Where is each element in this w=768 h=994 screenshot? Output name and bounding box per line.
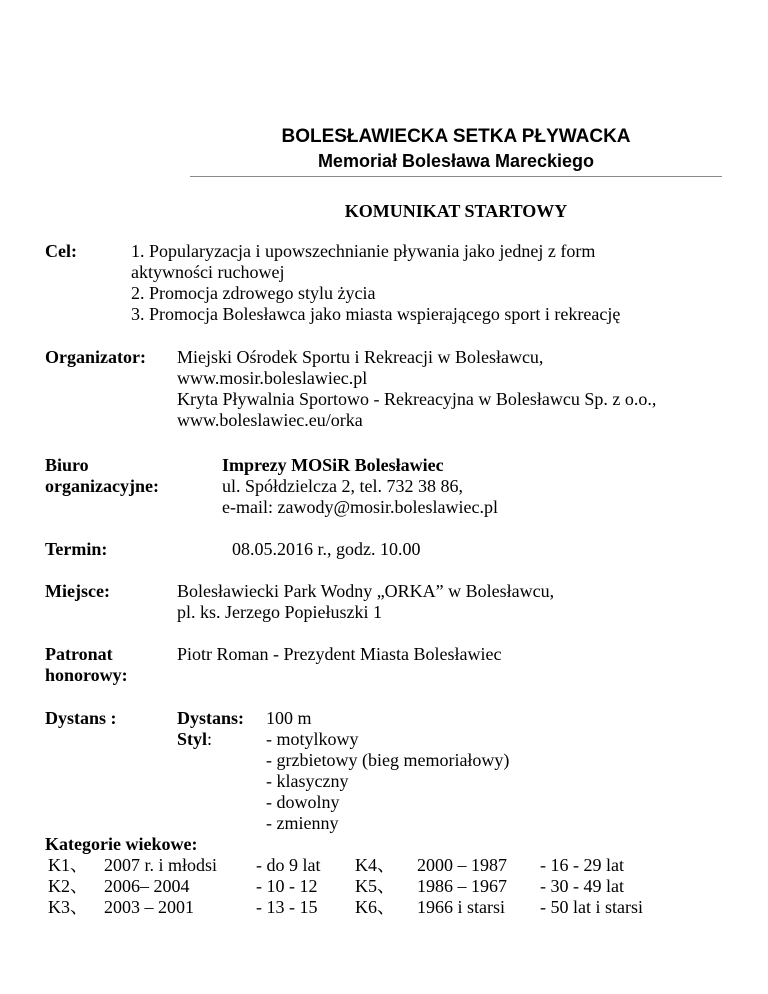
kategorie-left-years [104,855,217,918]
dystans-value: 100 m [266,708,312,728]
category-code: K6、 [355,897,395,917]
patronat-value: Piotr Roman - Prezydent Miasta Bolesławiec [177,644,502,664]
document-subtitle: Memoriał Bolesława Mareckiego [317,151,595,171]
cel-line: 2. Promocja zdrowego stylu życia [131,283,376,303]
dystans-label: Dystans : [45,708,117,728]
header-divider [190,176,722,177]
category-years: 2006– 2004 [104,876,190,896]
organizator-line: Miejski Ośrodek Sportu i Rekreacji w Bolesławcu, [177,347,544,367]
organizator-line: Kryta Pływalnia Sportowo - Rekreacyjna w Bolesławcu Sp. z o.o., [177,389,657,409]
miejsce-line: Bolesławiecki Park Wodny „ORKA” w Bolesławcu, [177,581,555,601]
category-code: K2、 [48,876,88,896]
miejsce-line: pl. ks. Jerzego Popiełuszki 1 [177,602,382,622]
kategorie-left-codes [48,855,88,918]
styl-item: - grzbietowy (bieg memoriałowy) [266,750,510,770]
category-ages: - 30 - 49 lat [540,876,624,896]
category-years: 2007 r. i młodsi [104,855,218,875]
patronat-label [45,644,128,686]
cel-line: 3. Promocja Bolesławca jako miasta wspierającego sport i rekreację [131,304,621,324]
styl-list [266,729,509,834]
styl-item: - klasyczny [266,771,349,791]
styl-label [177,729,212,750]
category-years: 2003 – 2001 [104,897,194,917]
category-ages: - do 9 lat [256,855,321,875]
patronat-label-line: Patronat [45,644,113,664]
category-ages: - 10 - 12 [256,876,318,896]
category-code: K3、 [48,897,88,917]
kategorie-right-ages [540,855,643,918]
category-ages: - 13 - 15 [256,897,318,917]
biuro-label-line: organizacyjne: [45,476,159,496]
patronat-label-line: honorowy: [45,665,128,685]
termin-value: 08.05.2016 r., godz. 10.00 [232,539,421,559]
styl-item: - motylkowy [266,729,359,749]
organizator-label: Organizator: [45,347,146,367]
termin-label: Termin: [45,539,108,559]
category-years: 2000 – 1987 [417,855,507,875]
miejsce-label: Miejsce: [45,581,110,601]
category-years: 1966 i starsi [417,897,505,917]
kategorie-right-years [417,855,507,918]
category-code: K1、 [48,855,88,875]
styl-item: - zmienny [266,813,339,833]
cel-list [131,241,620,325]
organizator-list [177,347,656,431]
dystans-sublabel: Dystans: [177,708,245,728]
biuro-name: Imprezy MOSiR Bolesławiec [222,455,444,475]
cel-label: Cel: [45,241,77,261]
kategorie-label: Kategorie wiekowe: [45,834,198,854]
organizator-line: www.mosir.boleslawiec.pl [177,368,368,388]
miejsce-info [177,581,554,623]
category-years: 1986 – 1967 [417,876,507,896]
biuro-email: e-mail: zawody@mosir.boleslawiec.pl [222,497,499,517]
category-code: K4、 [355,855,395,875]
biuro-label [45,455,159,497]
biuro-label-line: Biuro [45,455,89,475]
category-ages: - 50 lat i starsi [540,897,643,917]
organizator-line: www.boleslawiec.eu/orka [177,410,363,430]
styl-label-colon: : [207,729,213,749]
styl-item: - dowolny [266,792,340,812]
biuro-info [222,455,498,518]
styl-label-text: Styl [177,729,208,749]
category-ages: - 16 - 29 lat [540,855,624,875]
kategorie-left-ages [256,855,321,918]
cel-line: aktywności ruchowej [131,262,285,282]
cel-line: 1. Popularyzacja i upowszechnianie pływania jako jednej z form [131,241,596,261]
biuro-address: ul. Spółdzielcza 2, tel. 732 38 86, [222,476,463,496]
communique-title: KOMUNIKAT STARTOWY [344,201,568,221]
kategorie-right-codes [355,855,395,918]
document-title: BOLESŁAWIECKA SETKA PŁYWACKA [281,126,631,147]
category-code: K5、 [355,876,395,896]
